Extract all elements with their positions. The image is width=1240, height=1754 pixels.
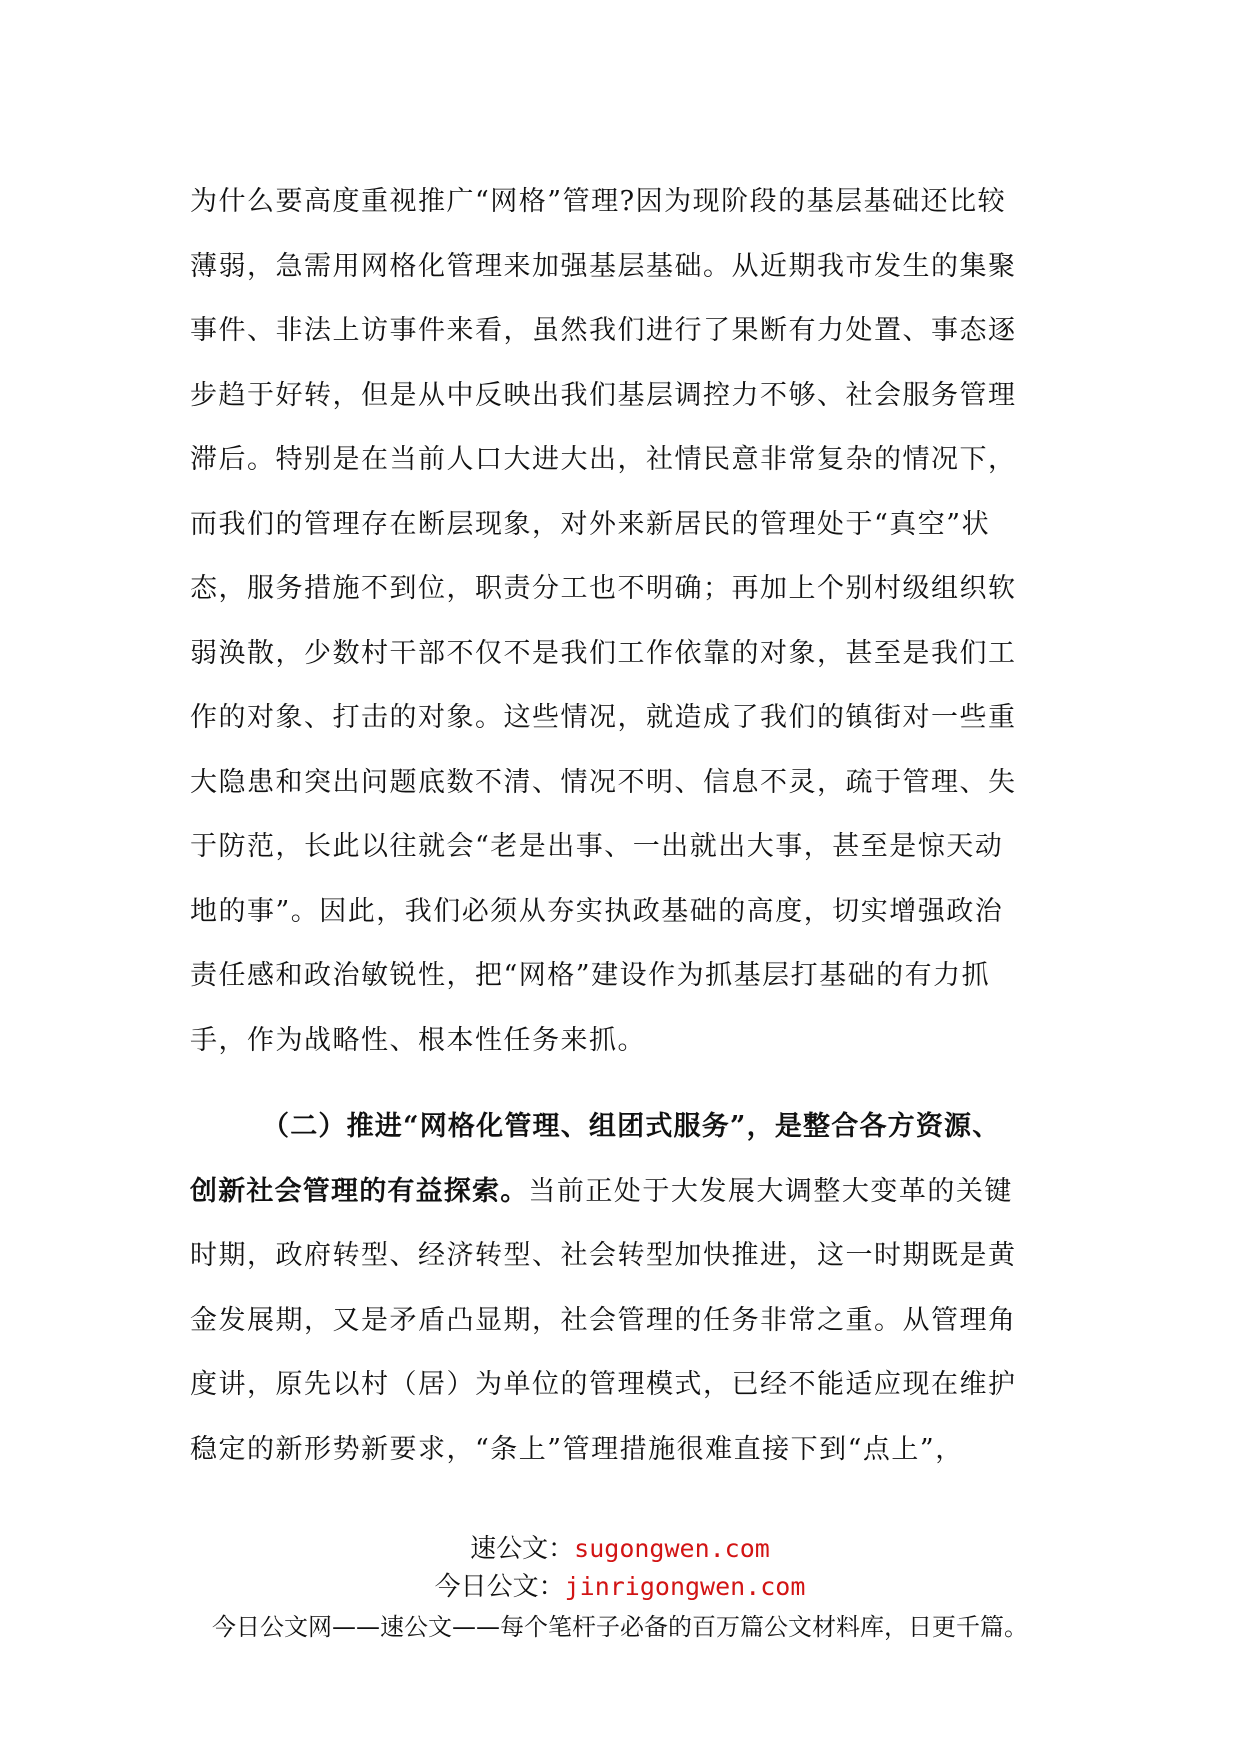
paragraph2-line: 时期，政府转型、经济转型、社会转型加快推进，这一时期既是黄: [190, 1240, 1017, 1271]
paragraph1-line: 态，服务措施不到位，职责分工也不明确；再加上个别村级组织软: [190, 573, 1017, 604]
paragraph2-line: 金发展期，又是矛盾凸显期，社会管理的任务非常之重。从管理角: [190, 1304, 1017, 1336]
paragraph1-line: 而我们的管理存在断层现象，对外来新居民的管理处于“真空”状: [190, 508, 991, 540]
footer-site-1-label: 速公文：: [470, 1534, 575, 1564]
paragraph1-line: 大隐患和突出问题底数不清、情况不明、信息不灵，疏于管理、失: [190, 766, 1017, 798]
section-heading-continuation: 创新社会管理的有益探索。: [190, 1175, 529, 1207]
footer-site-2-link[interactable]: jinrigongwen.com: [564, 1572, 806, 1601]
paragraph2-line-rest: 当前正处于大发展大调整大变革的关键: [528, 1175, 1013, 1207]
paragraph1-line: 为什么要高度重视推广“网格”管理?因为现阶段的基层基础还比较: [190, 186, 1007, 217]
paragraph1-line: 事件、非法上访事件来看，虽然我们进行了果断有力处置、事态逐: [190, 315, 1017, 346]
paragraph1-line: 地的事”。因此，我们必须从夯实执政基础的高度，切实增强政治: [190, 895, 1004, 927]
section-heading: （二）推进“网格化管理、组团式服务”，是整合各方资源、: [262, 1111, 1001, 1142]
footer-watermark: [0, 1530, 1240, 1646]
paragraph1-line: 作的对象、打击的对象。这些情况，就造成了我们的镇街对一些重: [190, 702, 1017, 733]
footer-site-1: [0, 1530, 1240, 1568]
paragraph1-line: 弱涣散，少数村干部不仅不是我们工作依靠的对象，甚至是我们工: [190, 637, 1017, 669]
paragraph-gap: [190, 1073, 1060, 1095]
paragraph1-line: 薄弱，急需用网格化管理来加强基层基础。从近期我市发生的集聚: [190, 250, 1017, 282]
paragraph1-line: 步趋于好转，但是从中反映出我们基层调控力不够、社会服务管理: [190, 379, 1017, 411]
paragraph2-line: [190, 1160, 1060, 1225]
footer-site-2-label: 今日公文：: [434, 1572, 565, 1602]
paragraph2-line: 度讲，原先以村（居）为单位的管理模式，已经不能适应现在维护: [190, 1369, 1017, 1400]
paragraph1-line: 滞后。特别是在当前人口大进大出，社情民意非常复杂的情况下，: [190, 444, 1017, 475]
footer-site-1-link[interactable]: sugongwen.com: [574, 1534, 770, 1563]
document-body: [190, 170, 1060, 1482]
paragraph1-line: 责任感和政治敏锐性，把“网格”建设作为抓基层打基础的有力抓: [190, 960, 991, 991]
paragraph2-line: 稳定的新形势新要求，“条上”管理措施很难直接下到“点上”，: [190, 1433, 964, 1465]
footer-site-2: [0, 1568, 1240, 1606]
paragraph1-line: 于防范，长此以往就会“老是出事、一出就出大事，甚至是惊天动: [190, 831, 1004, 862]
paragraph1-line: 手，作为战略性、根本性任务来抓。: [190, 1024, 646, 1056]
footer-slogan: 今日公文网——速公文——每个笔杆子必备的百万篇公文材料库，日更千篇。: [212, 1613, 1028, 1641]
